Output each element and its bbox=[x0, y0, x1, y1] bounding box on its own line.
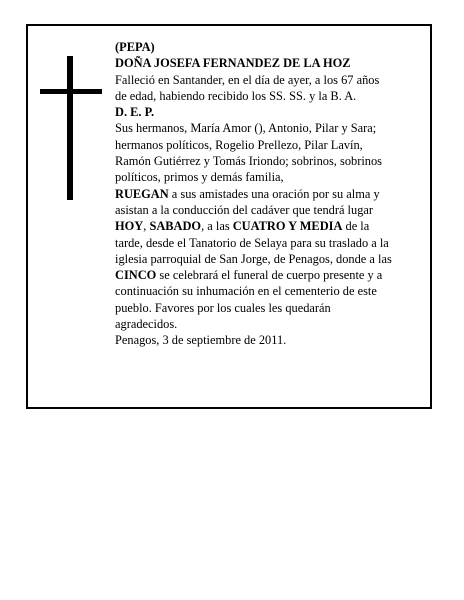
request-text: de la bbox=[342, 219, 370, 234]
place-date: Penagos, 3 de septiembre de 2011. bbox=[115, 333, 287, 348]
obituary-notice bbox=[26, 24, 432, 409]
request-line: iglesia parroquial de San Jorge, de Penagos, donde a las bbox=[115, 251, 392, 266]
death-line: de edad, habiendo recibido los SS. SS. y la B. A. bbox=[115, 88, 357, 103]
cross-icon bbox=[40, 56, 102, 200]
funeral-time: CINCO bbox=[115, 268, 157, 283]
request-text: , a las bbox=[201, 219, 233, 234]
deceased-name: DOÑA JOSEFA FERNANDEZ DE LA HOZ bbox=[115, 56, 351, 71]
cross-horizontal-bar bbox=[40, 89, 102, 94]
death-line: Falleció en Santander, en el día de ayer, a los 67 años bbox=[115, 72, 380, 87]
request-line: continuación su inhumación en el cementerio de este bbox=[115, 284, 377, 299]
separator-text: , bbox=[143, 219, 150, 234]
family-line: hermanos políticos, Rogelio Prellezo, Pilar Lavín, bbox=[115, 137, 363, 152]
request-line bbox=[115, 267, 427, 283]
family-line: Sus hermanos, María Amor (), Antonio, Pilar y Sara; bbox=[115, 121, 377, 136]
request-line: agradecidos. bbox=[115, 317, 178, 332]
request-line bbox=[115, 186, 427, 202]
cross-vertical-bar bbox=[67, 56, 73, 200]
request-verb: RUEGAN bbox=[115, 186, 169, 201]
family-line: Ramón Gutiérrez y Tomás Iriondo; sobrinos, sobrinos bbox=[115, 154, 382, 169]
deceased-nickname: (PEPA) bbox=[115, 40, 155, 54]
departure-time: CUATRO Y MEDIA bbox=[232, 219, 343, 234]
request-text: se celebrará el funeral de cuerpo presente y a bbox=[156, 268, 383, 283]
day-name: SABADO bbox=[149, 219, 202, 234]
request-line bbox=[115, 218, 427, 234]
day-today: HOY bbox=[115, 219, 144, 234]
obituary-text bbox=[115, 39, 427, 349]
request-text: a sus amistades una oración por su alma y bbox=[168, 186, 380, 201]
request-line: tarde, desde el Tanatorio de Selaya para su traslado a la bbox=[115, 235, 389, 250]
family-line: políticos, primos y demás familia, bbox=[115, 170, 284, 185]
request-line: asistan a la conducción del cadáver que tendrá lugar bbox=[115, 202, 374, 217]
request-line: pueblo. Favores por los cuales les quedarán bbox=[115, 300, 331, 315]
dep-line: D. E. P. bbox=[115, 105, 155, 120]
